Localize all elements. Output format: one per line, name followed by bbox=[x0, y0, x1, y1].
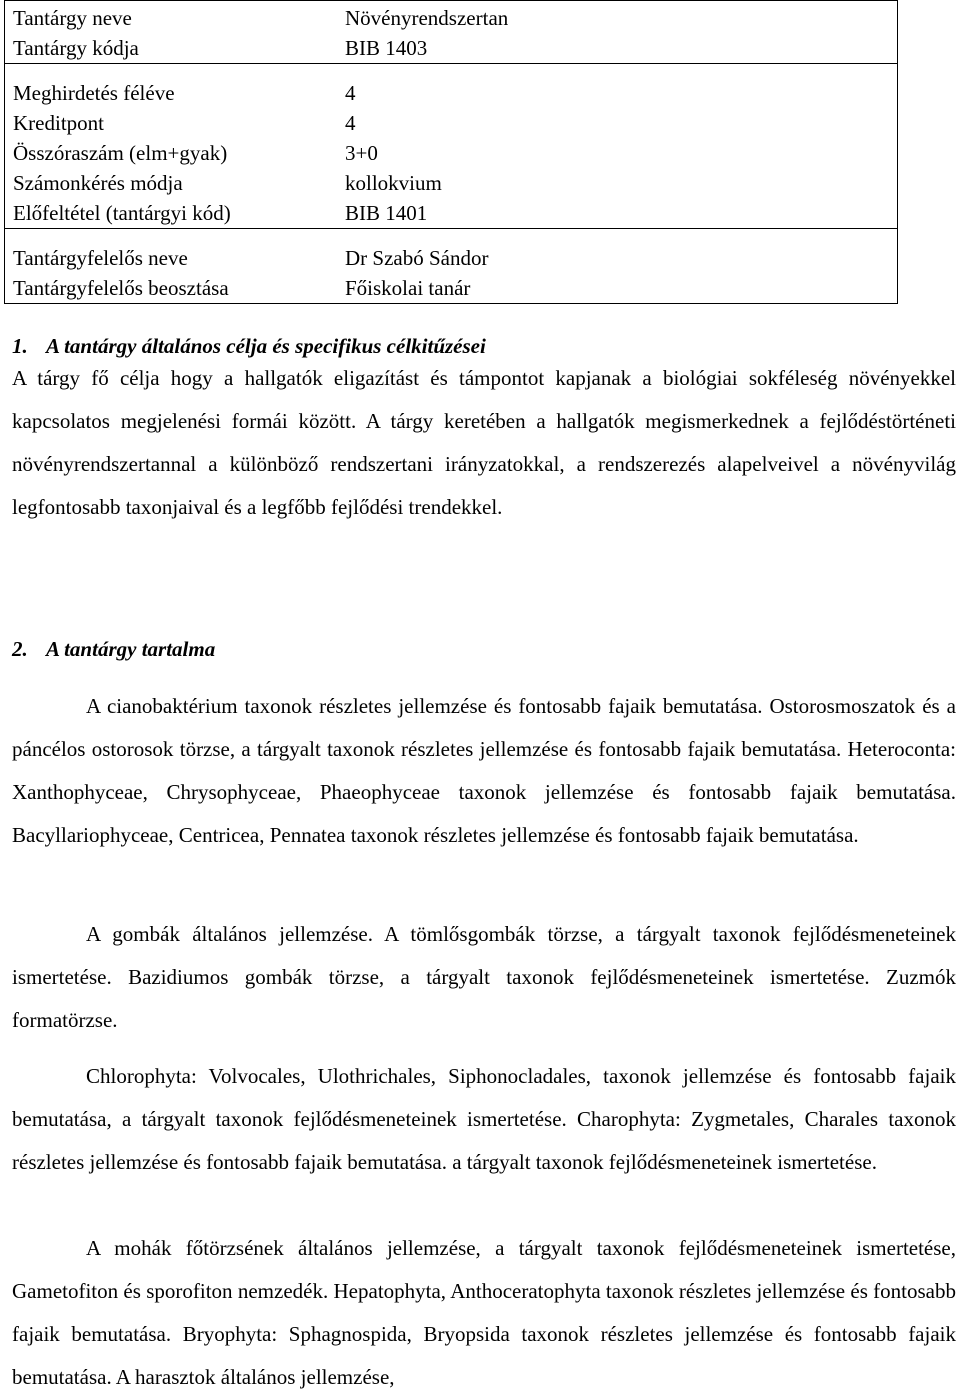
row-label: Tantárgyfelelős neve bbox=[13, 245, 188, 270]
row-label: Tantárgy kódja bbox=[13, 35, 139, 60]
row-label: Előfeltétel (tantárgyi kód) bbox=[13, 200, 231, 225]
row-value: BIB 1403 bbox=[345, 35, 428, 60]
row-value: Növényrendszertan bbox=[345, 5, 509, 30]
section2-paragraph: A gombák általános jellemzése. A tömlősgombák törzse, a tárgyalt taxonok fejlődésmeneteinek ismertetése. Bazidiumos gombák törzse, a tárgyalt taxonok fejlődésmeneteinek ismertetése. Zuzmók formatörzse. bbox=[12, 922, 956, 1032]
row-value: Dr Szabó Sándor bbox=[345, 245, 489, 270]
course-info-row bbox=[5, 168, 897, 198]
section1-heading bbox=[12, 334, 486, 359]
course-info-row bbox=[5, 108, 897, 138]
course-info-row bbox=[5, 243, 897, 273]
row-label: Meghirdetés féléve bbox=[13, 80, 175, 105]
course-info-row bbox=[5, 78, 897, 108]
course-info-row bbox=[5, 3, 897, 33]
course-info-row bbox=[5, 273, 897, 303]
section2-number: 2. bbox=[12, 637, 28, 661]
row-value: 3+0 bbox=[345, 140, 378, 165]
course-info-row bbox=[5, 33, 897, 63]
course-info-row bbox=[5, 198, 897, 228]
row-value: BIB 1401 bbox=[345, 200, 428, 225]
course-info-table bbox=[4, 0, 898, 304]
row-value: 4 bbox=[345, 80, 356, 105]
course-info-group-responsible bbox=[5, 229, 897, 303]
section1-text: A tárgy fő célja hogy a hallgatók eligazítást és támpontot kapjanak a biológiai sokféleség növényekkel kapcsolatos megjelenési formái között. A tárgy keretében a hallgatók megismerkednek a fejlődéstörténeti növényrendszertannal a különböző rendszertani irányzatokkal, a rendszerezés alapelveivel a növényvilág legfontosabb taxonjaival és a legfőbb fejlődési trendekkel. bbox=[12, 366, 956, 519]
row-label: Tantárgyfelelős beosztása bbox=[13, 275, 229, 300]
row-value: kollokvium bbox=[345, 170, 442, 195]
course-info-row bbox=[5, 138, 897, 168]
section2-title: A tantárgy tartalma bbox=[46, 637, 216, 661]
row-label: Összóraszám (elm+gyak) bbox=[13, 140, 228, 165]
row-label: Kreditpont bbox=[13, 110, 104, 135]
section2-paragraph: A cianobaktérium taxonok részletes jellemzése és fontosabb fajaik bemutatása. Ostorosmoszatok és a páncélos ostorosok törzse, a tárgyalt taxonok részletes jellemzése és fontosabb fajaik bemutatása. Heteroconta: Xanthophyceae, Chrysophyceae, Phaeophyceae taxonok jellemzése és fontosabb fajaik bemutatása. Bacyllariophyceae, Centricea, Pennatea taxonok részletes jellemzése és fontosabb fajaik bemutatása. bbox=[12, 694, 956, 847]
section2-paragraph: A mohák főtörzsének általános jellemzése, a tárgyalt taxonok fejlődésmeneteinek ismertetése, Gametofiton és sporofiton nemzedék. Hepatophyta, Anthoceratophyta taxonok részletes jellemzése és fontosabb fajaik bemutatása. Bryophyta: Sphagnospida, Bryopsida taxonok részletes jellemzése és fontosabb fajaik bemutatása. A harasztok általános jellemzése, bbox=[12, 1236, 956, 1389]
row-label: Tantárgy neve bbox=[13, 5, 132, 30]
section1-title: A tantárgy általános célja és specifikus célkitűzései bbox=[46, 334, 486, 358]
course-info-group-basic bbox=[5, 1, 897, 64]
row-label: Számonkérés módja bbox=[13, 170, 183, 195]
section1-number: 1. bbox=[12, 334, 28, 358]
course-info-group-details bbox=[5, 64, 897, 229]
row-value: 4 bbox=[345, 110, 356, 135]
row-value: Főiskolai tanár bbox=[345, 275, 471, 300]
section2-paragraph: Chlorophyta: Volvocales, Ulothrichales, Siphonocladales, taxonok jellemzése és fontosabb fajaik bemutatása, a tárgyalt taxonok fejlődésmeneteinek ismertetése. Charophyta: Zygmetales, Charales taxonok részletes jellemzése és fontosabb fajaik bemutatása. a tárgyalt taxonok fejlődésmeneteinek ismertetése. bbox=[12, 1064, 956, 1174]
section2-heading bbox=[12, 637, 215, 662]
